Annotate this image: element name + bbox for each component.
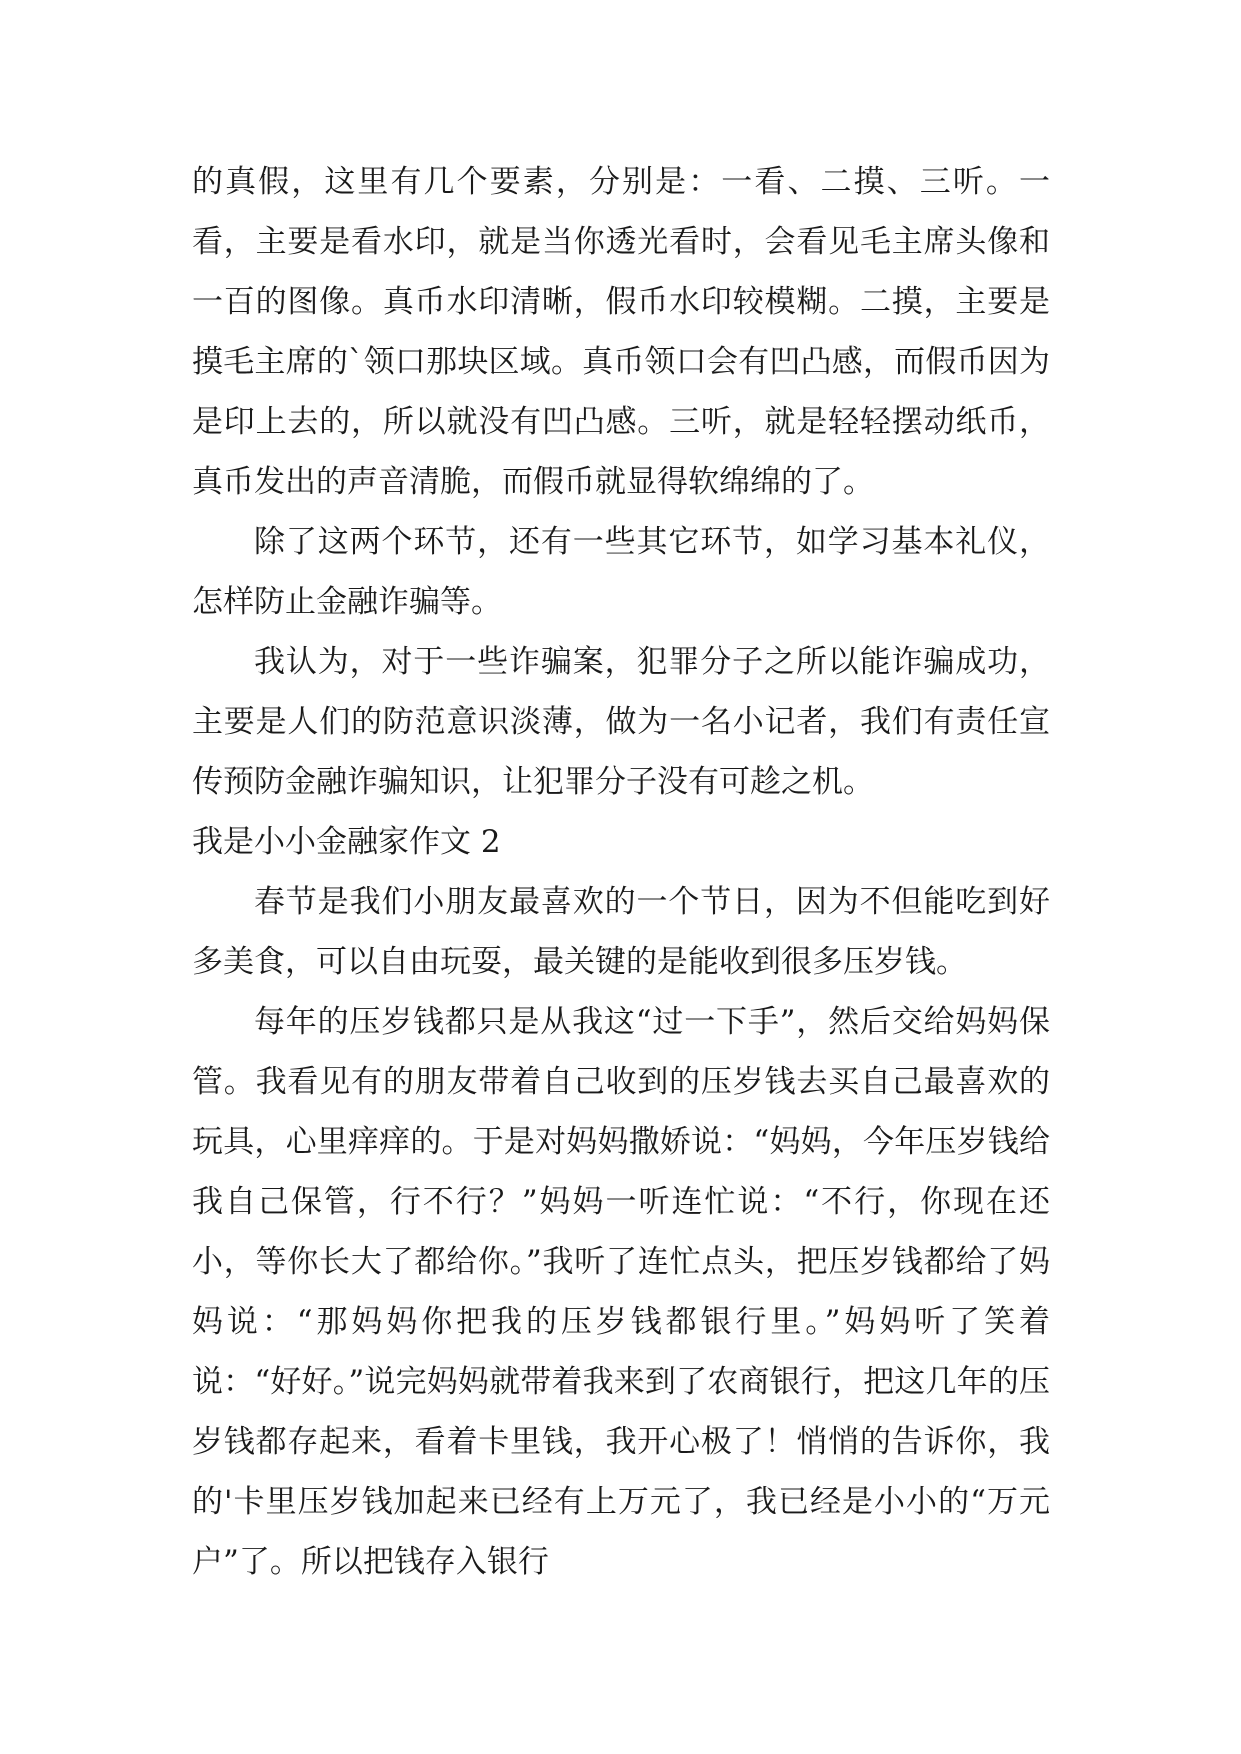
paragraph-fraud-prevention: 我认为，对于一些诈骗案，犯罪分子之所以能诈骗成功，主要是人们的防范意识淡薄，做为一名小记者，我们有责任宣传预防金融诈骗知识，让犯罪分子没有可趁之机。 xyxy=(192,644,1050,800)
paragraph-lucky-money: 每年的压岁钱都只是从我这“过一下手”，然后交给妈妈保管。我看见有的朋友带着自己收到的压岁钱去买自己最喜欢的玩具，心里痒痒的。于是对妈妈撒娇说：“妈妈，今年压岁钱给我自己保管，行不行？”妈妈一听连忙说：“不行，你现在还小，等你长大了都给你。”我听了连忙点头，把压岁钱都给了妈妈说：“那妈妈你把我的压岁钱都银行里。”妈妈听了笑着说：“好好。”说完妈妈就带着我来到了农商银行，把这几年的压岁钱都存起来，看着卡里钱，我开心极了！悄悄的告诉你，我的'卡里压岁钱加起来已经有上万元了，我已经是小小的“万元户”了。所以把钱存入银行 xyxy=(192,1004,1050,1580)
paragraph-counterfeit-check: 的真假，这里有几个要素，分别是：一看、二摸、三听。一看，主要是看水印，就是当你透光看时，会看见毛主席头像和一百的图像。真币水印清晰，假币水印较模糊。二摸，主要是摸毛主席的`领口那块区域。真币领口会有凹凸感，而假币因为是印上去的，所以就没有凹凸感。三听，就是轻轻摆动纸币，真币发出的声音清脆，而假币就显得软绵绵的了。 xyxy=(192,164,1050,500)
essay-heading: 我是小小金融家作文 2 xyxy=(192,824,501,860)
document-body xyxy=(192,152,1050,1592)
paragraph-other-activities: 除了这两个环节，还有一些其它环节，如学习基本礼仪，怎样防止金融诈骗等。 xyxy=(192,524,1050,620)
paragraph-spring-festival: 春节是我们小朋友最喜欢的一个节日，因为不但能吃到好多美食，可以自由玩耍，最关键的是能收到很多压岁钱。 xyxy=(192,884,1050,980)
